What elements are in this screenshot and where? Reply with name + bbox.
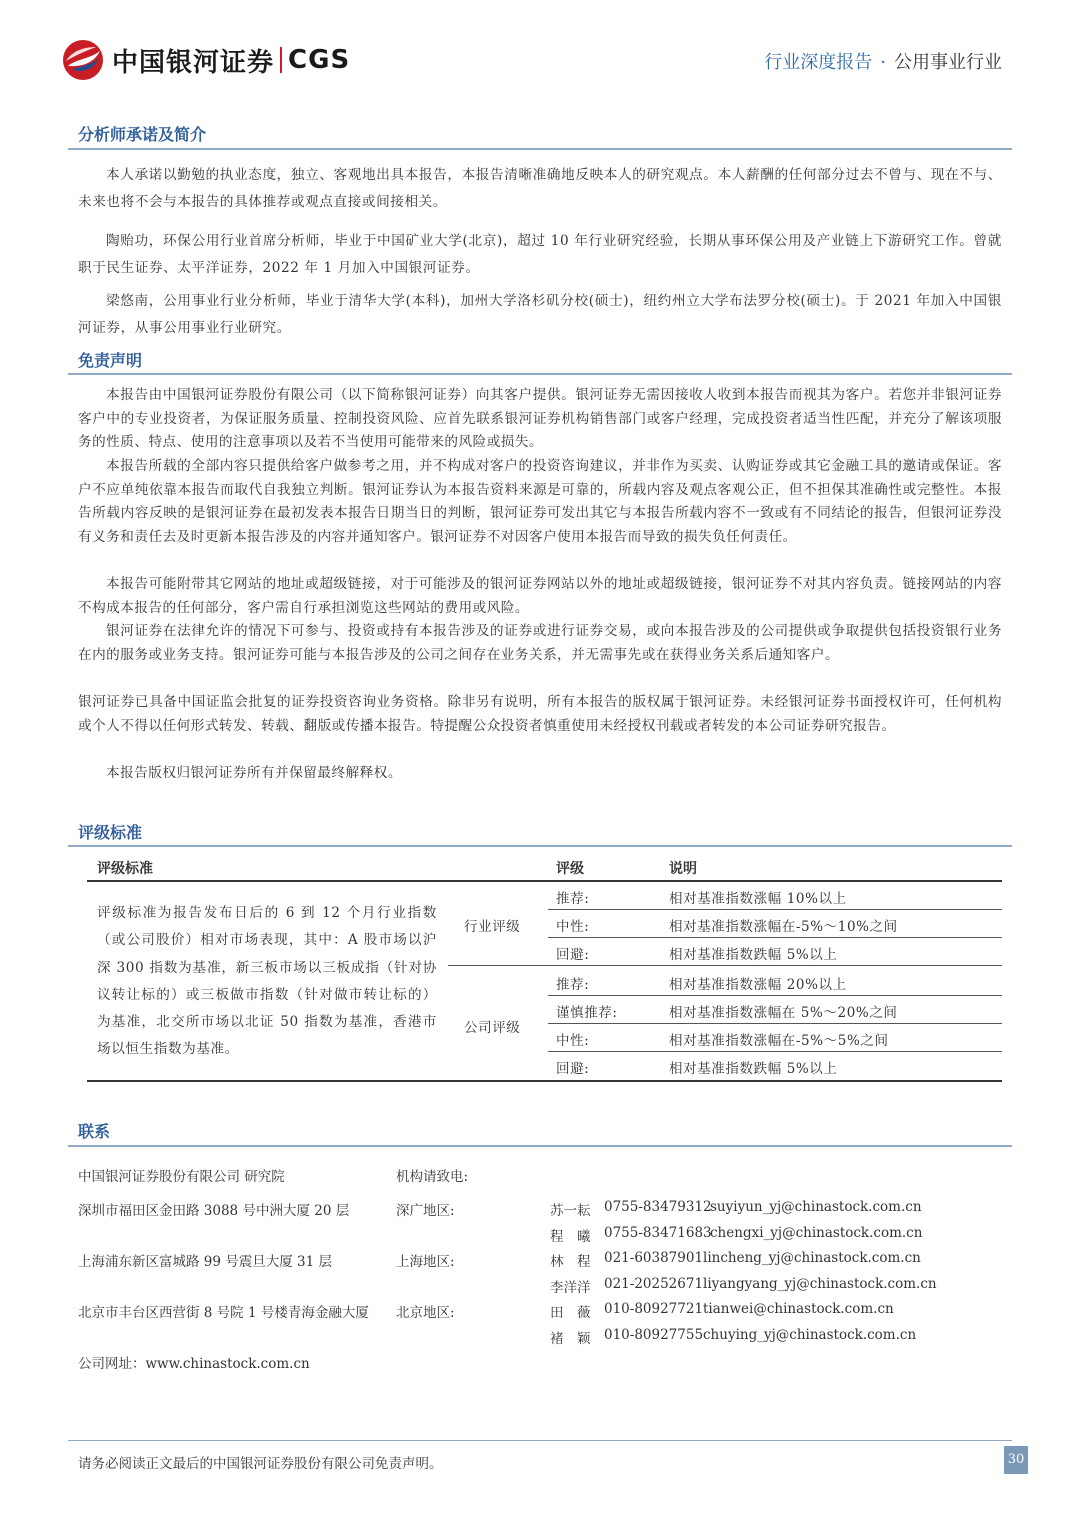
table-row-rating: 中性: (556, 1033, 590, 1049)
table-rule (548, 995, 1002, 996)
contact-email[interactable]: tianwei@chinastock.com.cn (703, 1301, 894, 1317)
table-rule (87, 1080, 1002, 1082)
section-divider (68, 148, 1012, 150)
contact-email[interactable]: chengxi_yj@chinastock.com.cn (710, 1225, 923, 1241)
rating-section-title: 评级标准 (78, 823, 143, 842)
table-row-desc: 相对基准指数涨幅在-5%～5%之间 (669, 1033, 889, 1049)
table-row-rating: 回避: (556, 947, 590, 963)
disclaimer-paragraph: 本报告由中国银河证券股份有限公司（以下简称银河证券）向其客户提供。银河证券无需因接收人收到本报告而视其为客户。若您并非银河证券客户中的专业投资者，为保证服务质量、控制投资风险、应首先联系银河证券机构销售部门或客户经理，完成投资者适当性匹配，并充分了解该项服务的性质、特点、使用的注意事项以及若不当使用可能带来的风险或损失。 (78, 387, 1002, 451)
table-rule (448, 965, 1002, 966)
contact-phone: 010-80927721 (604, 1301, 704, 1317)
contact-section-title: 联系 (78, 1122, 111, 1141)
table-row-rating: 推荐: (556, 977, 590, 993)
contact-email[interactable]: lincheng_yj@chinastock.com.cn (703, 1250, 921, 1266)
analyst-section-title: 分析师承诺及简介 (78, 125, 207, 144)
analyst-commitment: 本人承诺以勤勉的执业态度，独立、客观地出具本报告，本报告清晰准确地反映本人的研究观点。本人薪酬的任何部分过去不曾与、现在不与、未来也将不会与本报告的具体推荐或观点直接或间接相关。 (78, 167, 1002, 210)
section-divider (68, 1145, 1012, 1147)
page-number: 30 (1004, 1446, 1028, 1474)
contact-phone: 021-20252671 (604, 1276, 704, 1292)
disclaimer-paragraph: 本报告可能附带其它网站的地址或超级链接，对于可能涉及的银河证券网站以外的地址或超级链接，银河证券不对其内容负责。链接网站的内容不构成本报告的任何部分，客户需自行承担浏览这些网站的费用或风险。 (78, 576, 1002, 616)
office-address: 深圳市福田区金田路 3088 号中洲大厦 20 层 (78, 1203, 350, 1219)
table-rule (548, 1051, 1002, 1052)
contact-phone: 0755-83471683 (604, 1225, 712, 1241)
table-row-rating: 中性: (556, 919, 590, 935)
table-row-rating: 回避: (556, 1061, 590, 1077)
table-rule (548, 1023, 1002, 1024)
company-name: 中国银河证券股份有限公司 研究院 (78, 1169, 285, 1185)
contact-email[interactable]: suyiyun_yj@chinastock.com.cn (710, 1199, 922, 1215)
table-row-desc: 相对基准指数涨幅在 5%～20%之间 (669, 1005, 898, 1021)
table-rule (548, 937, 1002, 938)
table-row-desc: 相对基准指数涨幅在-5%～10%之间 (669, 919, 898, 935)
table-row-desc: 相对基准指数跌幅 5%以上 (669, 1061, 838, 1077)
contact-name: 程 曦 (550, 1229, 591, 1245)
brand-name-en: CGS (288, 45, 351, 75)
table-header-standard: 评级标准 (97, 861, 153, 877)
contact-name: 田 薇 (550, 1305, 591, 1321)
company-rating-label: 公司评级 (464, 1020, 521, 1036)
contact-email[interactable]: liyangyang_yj@chinastock.com.cn (703, 1276, 937, 1292)
table-row-desc: 相对基准指数跌幅 5%以上 (669, 947, 838, 963)
contact-phone: 021-60387901 (604, 1250, 704, 1266)
contact-name: 李洋洋 (550, 1280, 591, 1296)
contact-phone: 0755-83479312 (604, 1199, 712, 1215)
brand-divider (280, 47, 282, 73)
disclaimer-paragraph: 本报告版权归银河证券所有并保留最终解释权。 (106, 765, 402, 781)
office-region: 北京地区: (396, 1305, 455, 1321)
table-row-desc: 相对基准指数涨幅 10%以上 (669, 891, 847, 907)
analyst-bio-tao: 陶贻功，环保公用行业首席分析师，毕业于中国矿业大学(北京)，超过 10 年行业研究经验，长期从事环保公用及产业链上下游研究工作。曾就职于民生证券、太平洋证券，2022 年 1 月加入中国银河证券。 (78, 233, 1002, 276)
galaxy-logo-icon (62, 39, 104, 81)
office-region: 上海地区: (396, 1254, 455, 1270)
disclaimer-paragraph: 银河证券已具备中国证监会批复的证券投资咨询业务资格。除非另有说明，所有本报告的版权属于银河证券。未经银河证券书面授权许可，任何机构或个人不得以任何形式转发、转载、翻版或传播本报告。特提醒公众投资者慎重使用未经授权刊载或者转发的本公司证券研究报告。 (78, 694, 1002, 734)
disclaimer-paragraph: 本报告所载的全部内容只提供给客户做参考之用，并不构成对客户的投资咨询建议，并非作为买卖、认购证券或其它金融工具的邀请或保证。客户不应单纯依靠本报告而取代自我独立判断。银河证券认为本报告资料来源是可靠的，所载内容及观点客观公正，但不担保其准确性或完整性。本报告所载内容反映的是银河证券在最初发表本报告日期当日的判断，银河证券可发出其它与本报告所载内容不一致或有不同结论的报告，但银河证券没有义务和责任去及时更新本报告涉及的内容并通知客户。银河证券不对因客户使用本报告而导致的损失负任何责任。 (78, 458, 1002, 545)
office-address: 北京市丰台区西营街 8 号院 1 号楼青海金融大厦 (78, 1305, 369, 1321)
rating-standard-text: 评级标准为报告发布日后的 6 到 12 个月行业指数（或公司股价）相对市场表现，其中：A 股市场以沪深 300 指数为基准，新三板市场以三板成指（针对协议转让标的）或三板做市指数（针对做市转让标的）为基准，北交所市场以北证 50 指数为基准，香港市场以恒生指数为基准。 (97, 905, 437, 1058)
table-header-rating: 评级 (556, 861, 584, 877)
brand-logo (62, 38, 350, 82)
table-rule (87, 880, 1002, 882)
contact-phone: 010-80927755 (604, 1327, 704, 1343)
office-region: 深广地区: (396, 1203, 455, 1219)
disclaimer-paragraph: 银河证券在法律允许的情况下可参与、投资或持有本报告涉及的证券或进行证券交易，或向本报告涉及的公司提供或争取提供包括投资银行业务在内的服务或业务支持。银河证券可能与本报告涉及的公司之间存在业务关系，并无需事先或在获得业务关系后通知客户。 (78, 623, 1002, 663)
industry-name: 公用事业行业 (894, 52, 1002, 73)
table-rule (548, 909, 1002, 910)
contact-name: 苏一耘 (550, 1203, 591, 1219)
report-type: 行业深度报告 (764, 52, 873, 73)
section-divider (68, 373, 1012, 375)
contact-email[interactable]: chuying_yj@chinastock.com.cn (703, 1327, 917, 1343)
table-row-rating: 谨慎推荐: (556, 1005, 618, 1021)
office-address: 上海浦东新区富城路 99 号震旦大厦 31 层 (78, 1254, 333, 1270)
brand-name-cn: 中国银河证券 (112, 47, 275, 78)
header-separator: · (880, 52, 886, 73)
table-header-desc: 说明 (669, 861, 697, 877)
disclaimer-section-title: 免责声明 (78, 351, 143, 370)
footer-divider (68, 1440, 1012, 1441)
footer-notice: 请务必阅读正文最后的中国银河证券股份有限公司免责声明。 (78, 1456, 443, 1472)
table-row-desc: 相对基准指数涨幅 20%以上 (669, 977, 847, 993)
table-row-rating: 推荐: (556, 891, 590, 907)
section-divider (68, 845, 1012, 847)
contact-name: 褚 颖 (550, 1331, 591, 1347)
inquiry-label: 机构请致电: (396, 1169, 469, 1185)
analyst-bio-liang: 梁悠南，公用事业行业分析师，毕业于清华大学(本科)，加州大学洛杉矶分校(硕士)，纽约州立大学布法罗分校(硕士)。于 2021 年加入中国银河证券，从事公用事业行业研究。 (78, 293, 1002, 336)
company-website[interactable]: 公司网址：www.chinastock.com.cn (78, 1356, 310, 1372)
industry-rating-label: 行业评级 (464, 919, 521, 935)
report-category (764, 48, 1002, 74)
contact-name: 林 程 (550, 1254, 591, 1270)
